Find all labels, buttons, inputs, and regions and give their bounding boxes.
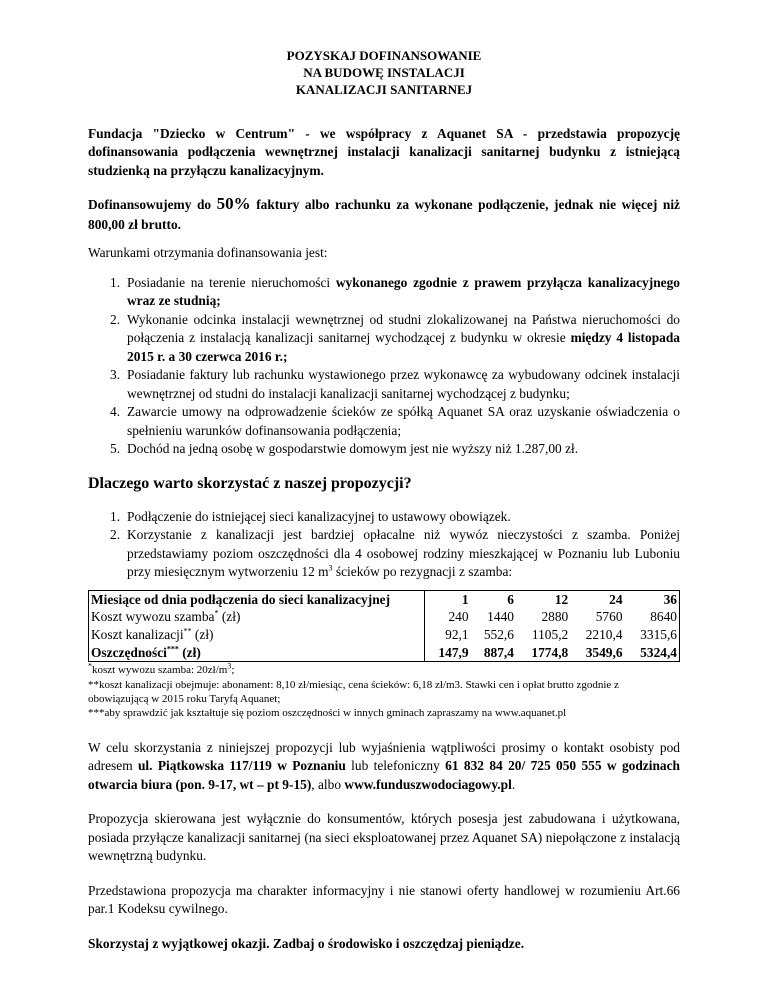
table-row: [89, 608, 680, 626]
table-cell: 8640: [650, 609, 677, 625]
reason-text-end: ścieków po rezygnacji z szamba:: [332, 564, 513, 580]
document-title: [88, 48, 680, 99]
condition-number: 5.: [110, 441, 121, 457]
why-heading: Dlaczego warto skorzystać z naszej propozycji?: [88, 474, 412, 492]
table-month: 1: [461, 591, 469, 607]
contact-website-link[interactable]: www.funduszwodociagowy.pl: [344, 776, 512, 792]
table-header-label: Miesiące od dnia podłączenia do sieci kanalizacyjnej: [89, 590, 425, 608]
table-cell: 887,4: [483, 644, 514, 660]
condition-text: Posiadanie faktury lub rachunku wystawionego przez wykonawcę za wybudowany odcinek instalacji wewnętrznej od studni do instalacji kanalizacji sanitarnej wychodzącej z budynku;: [127, 367, 680, 401]
conditions-list: [88, 274, 680, 459]
footnote-1-text: koszt wywozu szamba: 20zł/m: [92, 664, 228, 677]
condition-text: Wykonanie odcinka instalacji wewnętrznej od studni zlokalizowanej na Państwa nieruchomości do połączenia z instalacją kanalizacji sanitarnej wychodzącej z budynku w okresie: [127, 311, 680, 346]
condition-item: [88, 274, 680, 311]
document-page: [88, 48, 680, 953]
title-line-2: NA BUDOWĘ INSTALACJI: [303, 64, 465, 80]
condition-bold-text: wykonanego zgodnie z prawem przyłącza kanalizacyjnego wraz ze studnią;: [127, 274, 680, 309]
footnote-1-sup: *: [88, 661, 92, 671]
contact-text: , albo: [311, 776, 345, 792]
row-label: [89, 644, 425, 662]
condition-item: [88, 440, 680, 459]
row-label-unit: (zł): [218, 609, 241, 625]
reason-number: 1.: [110, 508, 121, 524]
reason-number: 2.: [110, 527, 121, 543]
condition-text: Dochód na jedną osobę w gospodarstwie domowym jest nie wyższy niż 1.287,00 zł.: [127, 441, 579, 457]
condition-bold-text: między 4 listopada 2015 r. a 30 czerwca 2016 r.;: [127, 330, 680, 364]
row-label-sup: *: [214, 608, 219, 618]
title-line-3: KANALIZACJI SANITARNEJ: [295, 81, 473, 97]
footnote-3: ***aby sprawdzić jak kształtuje się poziom oszczędności w innych gminach zapraszamy na www.aquanet.pl: [88, 707, 567, 720]
contact-paragraph: [88, 739, 680, 795]
condition-item: [88, 366, 680, 403]
info-paragraph: Przedstawiona propozycja ma charakter informacyjny i nie stanowi oferty handlowej w rozumieniu Art.66 par.1 Kodeksu cywilnego.: [88, 882, 680, 917]
table-row: [89, 644, 680, 662]
contact-text: W celu skorzystania z niniejszej propozycji lub wyjaśnienia wątpliwości prosimy o kontakt osobisty pod adresem: [88, 739, 680, 774]
condition-item: [88, 403, 680, 440]
footnote-1: [88, 663, 680, 677]
table-cell: 92,1: [445, 627, 469, 643]
reason-item: [88, 526, 680, 582]
contact-phone-hours: 61 832 84 20/ 725 050 555 w godzinach otwarcia biura (pon. 9-17, wt – pt 9-15): [88, 758, 680, 792]
table-cell: 3549,6: [585, 644, 623, 660]
reason-text: Podłączenie do istniejącej sieci kanalizacyjnej to ustawowy obowiązek.: [127, 508, 511, 524]
conditions-intro: Warunkami otrzymania dofinansowania jest:: [88, 245, 328, 261]
savings-table: [88, 590, 680, 663]
table-month: 36: [663, 591, 677, 607]
final-slogan: Skorzystaj z wyjątkowej okazji. Zadbaj o środowisko i oszczędzaj pieniądze.: [88, 935, 525, 951]
reason-item: [88, 508, 680, 527]
table-cell: 147,9: [438, 644, 469, 660]
offer-paragraph: Propozycja skierowana jest wyłącznie do konsumentów, których posesja jest zabudowana i użytkowana, posiada przyłącze kanalizacji sanitarnej (na sieci eksploatowanej przez Aquanet SA) niepołączone z instalacją wewnętrzną budynku.: [88, 811, 680, 864]
condition-text: Posiadanie na terenie nieruchomości: [127, 274, 336, 290]
row-label-text: Oszczędności: [91, 644, 167, 660]
reason-superscript: 3: [328, 563, 333, 573]
cofund-paragraph: [88, 192, 680, 234]
table-cell: 1105,2: [531, 627, 569, 643]
table-cell: 5324,4: [640, 644, 677, 660]
table-cell: 5760: [595, 609, 623, 625]
footnote-1-end: ;: [231, 664, 235, 677]
table-row: [89, 626, 680, 644]
table-cell: 1774,8: [531, 644, 569, 660]
condition-number: 4.: [110, 404, 121, 420]
condition-number: 1.: [110, 274, 121, 290]
reason-text: Korzystanie z kanalizacji jest bardziej opłacalne niż wywóz nieczystości z szamba. Poniżej przedstawiamy poziom oszczędności dla 4 osobowej rodziny mieszkającej w Poznaniu lub Luboniu przy miesięcznym wytworzeniu 12 m: [127, 527, 680, 580]
row-label-sup: ***: [166, 644, 179, 654]
table-month: 12: [554, 591, 569, 607]
table-header-row: [89, 590, 680, 608]
table-month: 24: [609, 591, 623, 607]
row-label: [89, 626, 425, 644]
cofund-percent: 50%: [216, 194, 251, 214]
footnote-1-sup2: 3: [227, 661, 232, 671]
row-label-text: Koszt kanalizacji: [91, 627, 184, 643]
table-cell: 2210,4: [585, 627, 623, 643]
table-cell: 2880: [541, 609, 569, 625]
row-label-text: Koszt wywozu szamba: [91, 609, 215, 625]
reasons-list: [88, 508, 680, 582]
contact-address: ul. Piątkowska 117/119 w Poznaniu: [137, 758, 346, 774]
cofund-after: faktury albo rachunku za wykonane podłączenie, jednak nie więcej niż 800,00 zł brutto.: [88, 197, 680, 232]
table-month: 6: [507, 591, 514, 607]
title-line-1: POZYSKAJ DOFINANSOWANIE: [286, 48, 482, 63]
intro-paragraph: Fundacja "Dziecko w Centrum" - we współpracy z Aquanet SA - przedstawia propozycję dofinansowania podłączenia wewnętrznej instalacji kanalizacji sanitarnej budynku z istniejącą studzienką na przyłączu kanalizacyjnym.: [88, 125, 680, 178]
table-cell: 1440: [487, 609, 514, 625]
condition-item: [88, 311, 680, 367]
row-label: [89, 608, 425, 626]
table-cell: 240: [448, 609, 469, 625]
cofund-before: Dofinansowujemy do: [88, 197, 217, 213]
row-label-unit: (zł): [178, 644, 201, 660]
row-label-sup: **: [183, 626, 192, 636]
condition-number: 2.: [110, 311, 121, 327]
condition-text: Zawarcie umowy na odprowadzenie ścieków ze spółką Aquanet SA oraz uzyskanie oświadczenia o spełnieniu warunków dofinansowania podłączenia;: [127, 404, 680, 438]
row-label-unit: (zł): [191, 627, 214, 643]
table-cell: 3315,6: [640, 627, 677, 643]
contact-text: .: [511, 776, 516, 792]
condition-number: 3.: [110, 367, 121, 383]
table-cell: 552,6: [483, 627, 514, 643]
contact-text: lub telefoniczny: [345, 758, 446, 774]
footnotes: [88, 663, 680, 720]
footnote-2: **koszt kanalizacji obejmuje: abonament: 8,10 zł/miesiąc, cena ścieków: 6,18 zł/m3. Stawki cen i opłat brutto zgodnie z obowiązującą w 2015 roku Taryfą Aquanet;: [88, 678, 619, 706]
